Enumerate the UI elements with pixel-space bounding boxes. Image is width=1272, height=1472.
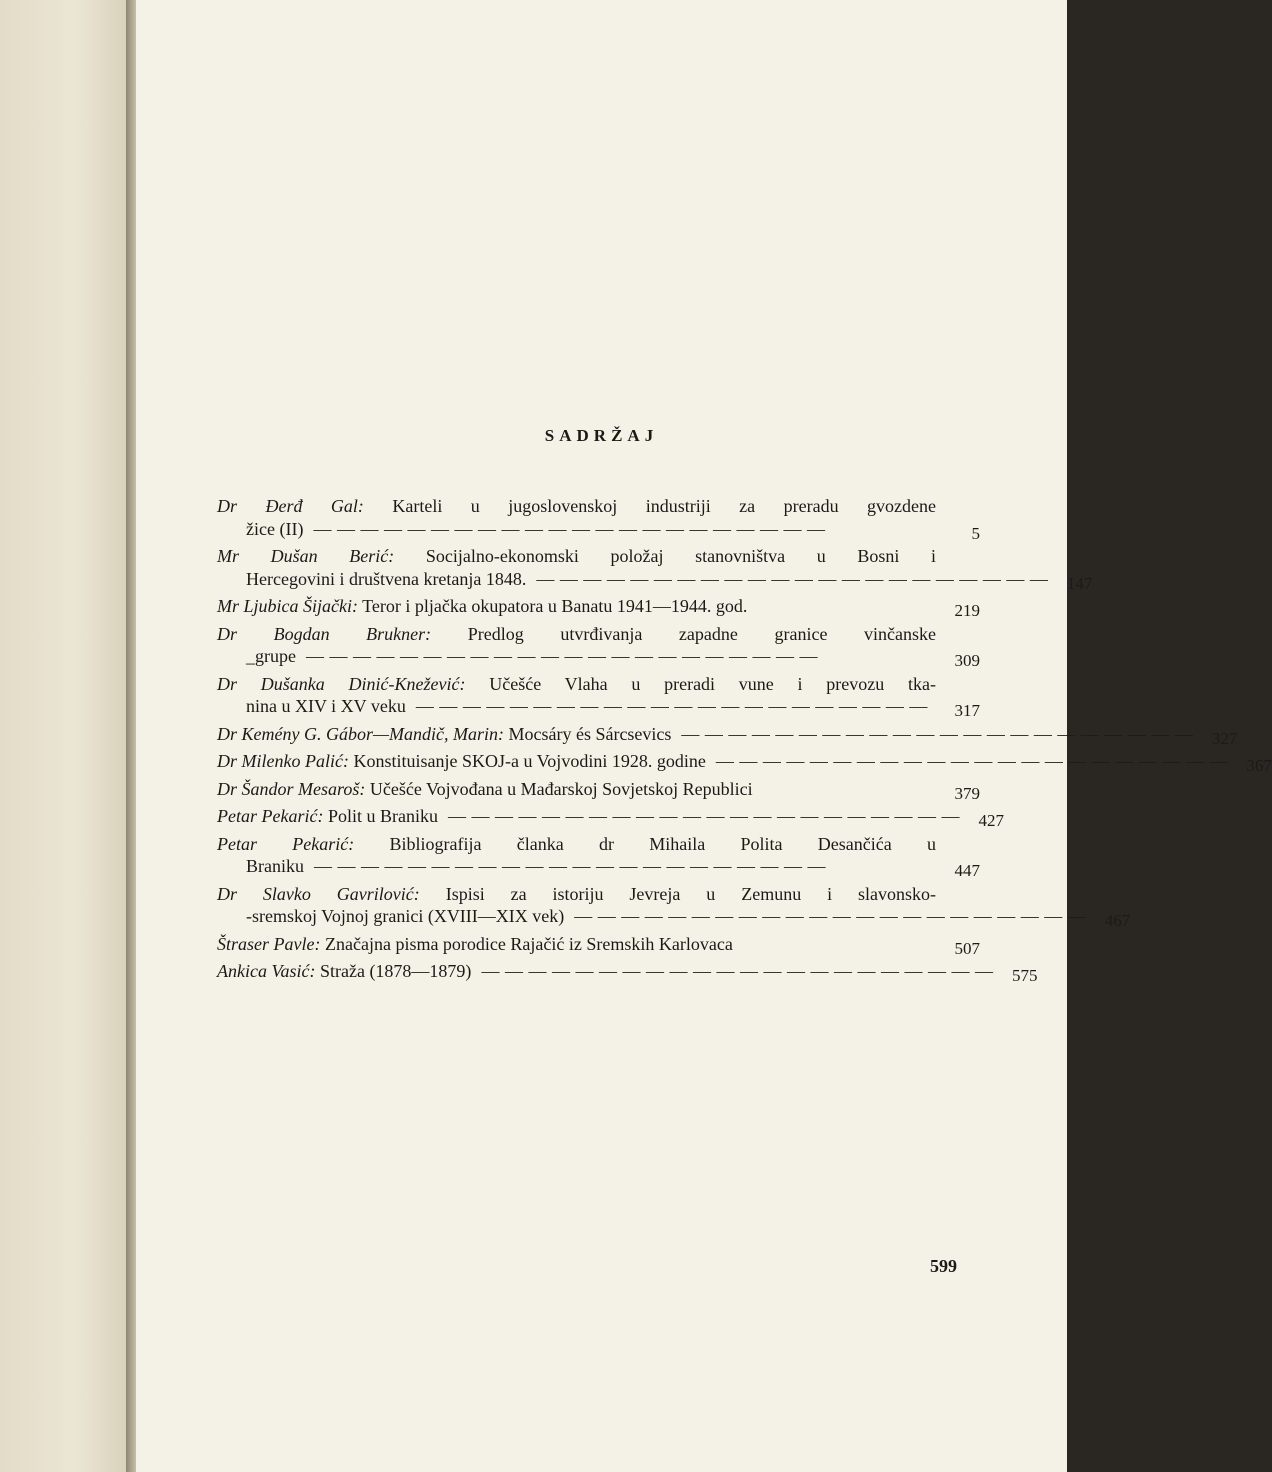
entry-title: Značajna pisma porodice Rajačić iz Sremskih Karlovaca bbox=[324, 933, 733, 954]
entry-page: 447 bbox=[954, 861, 980, 880]
entry-title-cont: žice (II) bbox=[246, 518, 304, 539]
toc-entry bbox=[217, 933, 980, 957]
leader-dashes: — — — — — — — — — — — — — — — — — — — — — — bbox=[415, 696, 928, 716]
entry-author: Štraser Pavle: bbox=[217, 933, 321, 954]
entry-page: 147 bbox=[1066, 573, 1093, 593]
toc-entry bbox=[217, 883, 1131, 930]
table-of-contents bbox=[217, 495, 1272, 988]
entry-page: 219 bbox=[954, 601, 980, 620]
entry-page: 467 bbox=[1104, 911, 1131, 930]
entry-page: 309 bbox=[954, 651, 980, 670]
entry-page: 327 bbox=[1211, 728, 1238, 748]
toc-entry bbox=[217, 805, 1004, 830]
toc-entry bbox=[217, 723, 1238, 748]
entry-page: 427 bbox=[978, 811, 1004, 830]
entry-author: Dr Đerđ Gal: bbox=[217, 496, 364, 516]
toc-entry bbox=[217, 623, 980, 669]
entry-title: Predlog utvrđivanja zapadne granice vinčanske bbox=[467, 623, 936, 644]
entry-author: Dr Kemény G. Gábor—Mandič, Marin: bbox=[217, 723, 504, 744]
leader-dashes: — — — — — — — — — — — — — — — — — — — — — — bbox=[313, 518, 826, 539]
entry-author: Dr Bogdan Brukner: bbox=[217, 623, 432, 644]
toc-entry bbox=[217, 495, 980, 541]
toc-entry bbox=[217, 833, 980, 879]
entry-author: Petar Pekarić: bbox=[217, 806, 324, 826]
entry-title: Bibliografija članka dr Mihaila Polita Desančića u bbox=[389, 833, 937, 854]
book-gutter bbox=[126, 0, 136, 1472]
toc-entry bbox=[217, 595, 980, 619]
entry-author: Dr Milenko Palić: bbox=[217, 751, 349, 771]
entry-title-cont: _grupe bbox=[246, 646, 296, 666]
entry-page: 507 bbox=[954, 938, 980, 958]
entry-title-cont: nina u XIV i XV veku bbox=[246, 696, 406, 716]
entry-title: Mocsáry és Sárcsevics bbox=[508, 723, 672, 744]
leader-dashes: — — — — — — — — — — — — — — — — — — — — — — bbox=[574, 906, 1087, 926]
left-page-edge bbox=[0, 0, 126, 1472]
entry-title: Učešće Vojvođana u Mađarskoj Sovjetskoj Republici bbox=[369, 778, 753, 799]
page-title: SADRŽAJ bbox=[544, 426, 659, 445]
entry-page: 317 bbox=[954, 701, 980, 720]
leader-dashes: — — — — — — — — — — — — — — — — — — — — — — bbox=[447, 806, 960, 826]
entry-title: Konstituisanje SKOJ-a u Vojvodini 1928. godine bbox=[353, 751, 706, 771]
entry-page: 575 bbox=[1011, 966, 1038, 985]
entry-page: 5 bbox=[971, 523, 980, 543]
entry-author: Dr Dušanka Dinić-Knežević: bbox=[217, 673, 466, 694]
entry-title: Polit u Braniku bbox=[327, 806, 438, 826]
entry-author: Ankica Vasić: bbox=[217, 961, 316, 981]
entry-page: 367 bbox=[1246, 756, 1272, 775]
entry-title-cont: Braniku bbox=[246, 856, 304, 876]
entry-title: Teror i pljačka okupatora u Banatu 1941—1944. god. bbox=[362, 596, 748, 616]
leader-dashes: — — — — — — — — — — — — — — — — — — — — — — bbox=[481, 961, 994, 981]
toc-entry bbox=[217, 750, 1272, 775]
page-number: 599 bbox=[930, 1256, 957, 1276]
leader-dashes: — — — — — — — — — — — — — — — — — — — — — — bbox=[715, 751, 1228, 771]
leader-dashes: — — — — — — — — — — — — — — — — — — — — — — bbox=[305, 646, 818, 666]
entry-title: Ispisi za istoriju Jevreja u Zemunu i slavonsko- bbox=[445, 883, 937, 904]
leader-dashes: — — — — — — — — — — — — — — — — — — — — — — bbox=[681, 723, 1194, 744]
entry-title-cont: -sremskoj Vojnoj granici (XVIII—XIX vek) bbox=[246, 906, 565, 926]
leader-dashes: — — — — — — — — — — — — — — — — — — — — — — bbox=[536, 568, 1049, 589]
entry-page: 379 bbox=[954, 783, 980, 803]
entry-title: Učešće Vlaha u preradi vune i prevozu tka- bbox=[489, 673, 937, 694]
entry-author: Dr Šandor Mesaroš: bbox=[217, 778, 366, 799]
leader-dashes: — — — — — — — — — — — — — — — — — — — — — — bbox=[314, 856, 826, 876]
entry-title-cont: Hercegovini i društvena kretanja 1848. bbox=[246, 568, 527, 589]
entry-author: Petar Pekarić: bbox=[217, 833, 355, 854]
toc-entry bbox=[217, 778, 980, 802]
entry-title: Socijalno-ekonomski položaj stanovništva u Bosni i bbox=[425, 546, 937, 566]
entry-author: Mr Ljubica Šijački: bbox=[217, 596, 358, 616]
toc-entry bbox=[217, 673, 980, 719]
toc-entry bbox=[217, 960, 1038, 985]
toc-entry bbox=[217, 545, 1093, 593]
entry-author: Dr Slavko Gavrilović: bbox=[217, 883, 420, 904]
entry-author: Mr Dušan Berić: bbox=[217, 546, 395, 566]
entry-title: Straža (1878—1879) bbox=[319, 961, 472, 981]
entry-title: Karteli u jugoslovenskoj industriji za preradu gvozdene bbox=[392, 496, 936, 516]
